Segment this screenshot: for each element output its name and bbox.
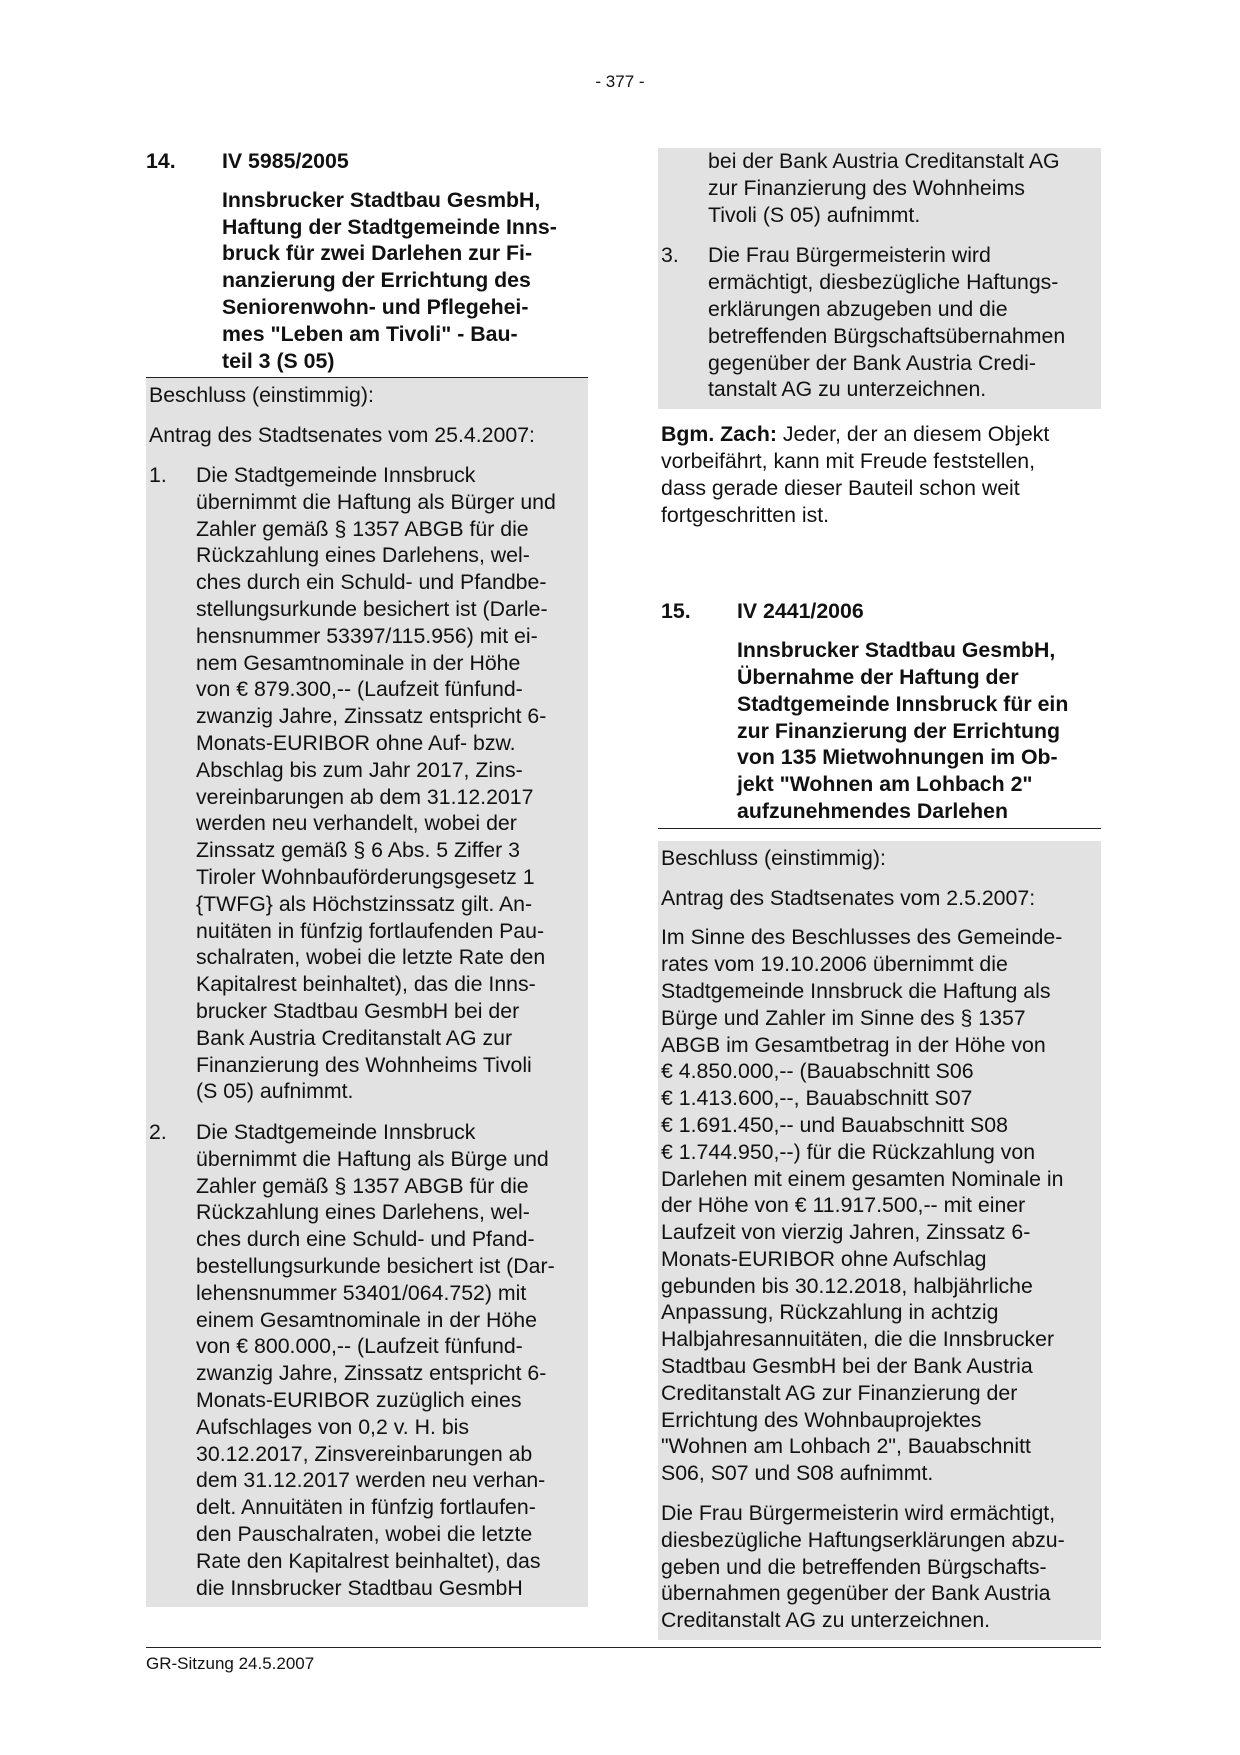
text-line: übernimmt die Haftung als Bürger und [196, 489, 556, 514]
item-14-title-line: nanzierung der Errichtung des [222, 268, 531, 293]
text-line: geben und die betreffenden Bürgschafts- [661, 1554, 1047, 1579]
point-text [196, 1119, 584, 1601]
point-text [708, 242, 1097, 403]
point-text [708, 148, 1097, 228]
text-line: gegenüber der Bank Austria Credi- [708, 350, 1036, 375]
text-line: Rate den Kapitalrest beinhaltet), das [196, 1548, 541, 1573]
item-15-title [737, 637, 1101, 828]
text-line: Im Sinne des Beschlusses des Gemeinde- [661, 925, 1063, 950]
point-number: 3. [661, 243, 679, 268]
text-line: von € 800.000,-- (Laufzeit fünfund- [196, 1334, 523, 1359]
text-line: nuitäten in fünfzig fortlaufenden Pau- [196, 918, 545, 943]
text-line: Creditanstalt AG zur Finanzierung der [661, 1380, 1018, 1405]
text-line: Die Frau Bürgermeisterin wird [708, 243, 991, 268]
text-line: "Wohnen am Lohbach 2", Bauabschnitt [661, 1434, 1031, 1459]
text-line: dass gerade dieser Bauteil schon weit [661, 475, 1020, 500]
item-14-point-1 [149, 462, 584, 1105]
item-15-decision: Beschluss (einstimmig): [661, 845, 886, 870]
text-line: zwanzig Jahre, Zinssatz entspricht 6- [196, 1361, 547, 1386]
text-line: ches durch ein Schuld- und Pfandbe- [196, 570, 547, 595]
item-14-decision: Beschluss (einstimmig): [149, 383, 374, 408]
item-15-header [658, 598, 1101, 625]
footer-rule [146, 1647, 1101, 1648]
text-line: Creditanstalt AG zu unterzeichnen. [661, 1608, 991, 1633]
text-line: vereinbarungen ab dem 31.12.2017 [196, 784, 534, 809]
text-line: Stadtbau GesmbH bei der Bank Austria [661, 1354, 1033, 1379]
text-line: Bank Austria Creditanstalt AG zur [196, 1025, 513, 1050]
text-line: {TWFG} als Höchstzinssatz gilt. An- [196, 891, 533, 916]
text-line: Tiroler Wohnbauförderungsgesetz 1 [196, 864, 535, 889]
text-line: zur Finanzierung des Wohnheims [708, 175, 1025, 200]
item-14-motion: Antrag des Stadtsenates vom 25.4.2007: [149, 423, 535, 448]
text-line: diesbezügliche Haftungserklärungen abzu- [661, 1527, 1065, 1552]
page-number: - 377 - [595, 72, 645, 91]
text-line: fortgeschritten ist. [661, 502, 830, 527]
text-line: übernimmt die Haftung als Bürge und [196, 1146, 549, 1171]
text-line: ABGB im Gesamtbetrag in der Höhe von [661, 1032, 1046, 1057]
text-line: den Pauschalraten, wobei die letzte [196, 1522, 533, 1547]
item-14-title-line: Haftung der Stadtgemeinde Inns- [222, 214, 557, 239]
text-line: brucker Stadtbau GesmbH bei der [196, 998, 520, 1023]
text-line: vorbeifährt, kann mit Freude feststellen, [661, 448, 1036, 473]
text-line: bei der Bank Austria Creditanstalt AG [708, 149, 1060, 173]
item-14-title-line: mes "Leben am Tivoli" - Bau- [222, 321, 518, 346]
text-line: Zinssatz gemäß § 6 Abs. 5 Ziffer 3 [196, 838, 520, 863]
item-15-reference: IV 2441/2006 [737, 599, 864, 624]
text-line: stellungsurkunde besichert ist (Darle- [196, 596, 548, 621]
text-line: hensnummer 53397/115.956) mit ei- [196, 623, 538, 648]
text-line: Monats-EURIBOR ohne Auf- bzw. [196, 730, 516, 755]
text-line: Kapitalrest beinhaltet), das die Inns- [196, 972, 536, 997]
text-line: erklärungen abzugeben und die [708, 296, 1008, 321]
text-line: Die Stadtgemeinde Innsbruck [196, 462, 476, 487]
item-14-reference: IV 5985/2005 [222, 149, 349, 173]
text-line: Tivoli (S 05) aufnimmt. [708, 202, 921, 227]
text-line: bestellungsurkunde besichert ist (Dar- [196, 1254, 555, 1279]
text-line: Rückzahlung eines Darlehens, wel- [196, 1200, 530, 1225]
text-line: ches durch eine Schuld- und Pfand- [196, 1227, 535, 1252]
item-14-title-line: teil 3 (S 05) [222, 348, 335, 373]
text-line: die Innsbrucker Stadtbau GesmbH [196, 1575, 523, 1600]
item-14-resolution-block [146, 378, 588, 1607]
text-line: rates vom 19.10.2006 übernimmt die [661, 952, 1008, 977]
point-text [196, 462, 584, 1105]
item-14-header [146, 148, 588, 175]
text-line: Stadtgemeinde Innsbruck die Haftung als [661, 978, 1051, 1003]
right-column [658, 148, 1101, 1640]
text-line: Monats-EURIBOR zuzüglich eines [196, 1388, 522, 1413]
text-line: 30.12.2017, Zinsvereinbarungen ab [196, 1441, 533, 1466]
item-15-title-line: von 135 Mietwohnungen im Ob- [737, 745, 1058, 770]
item-15-title-rule [658, 828, 1101, 829]
text-line: Die Frau Bürgermeisterin wird ermächtigt, [661, 1501, 1056, 1526]
point-number: 1. [149, 462, 167, 487]
item-15-title-line: zur Finanzierung der Errichtung [737, 718, 1061, 743]
text-line: € 1.744.950,--) für die Rückzahlung von [661, 1139, 1036, 1164]
item-14-point-2 [149, 1119, 584, 1601]
item-14-title-line: Seniorenwohn- und Pflegehei- [222, 294, 529, 319]
text-line: Bürge und Zahler im Sinne des § 1357 [661, 1005, 1026, 1030]
text-line: Zahler gemäß § 1357 ABGB für die [196, 516, 529, 541]
text-line: Darlehen mit einem gesamten Nominale in [661, 1166, 1064, 1191]
text-line: werden neu verhandelt, wobei der [196, 811, 517, 836]
item-14-point-2-continuation [661, 148, 1097, 228]
item-14-number: 14. [146, 149, 176, 173]
text-line: € 1.413.600,--, Bauabschnitt S07 [661, 1086, 973, 1111]
text-line: € 4.850.000,-- (Bauabschnitt S06 [661, 1059, 974, 1084]
text-line: Anpassung, Rückzahlung in achtzig [661, 1300, 999, 1325]
text-line: zwanzig Jahre, Zinssatz entspricht 6- [196, 704, 547, 729]
item-15-authorization [661, 1500, 1097, 1634]
item-14-title-line: Innsbrucker Stadtbau GesmbH, [222, 187, 541, 212]
text-line: Monats-EURIBOR ohne Aufschlag [661, 1246, 987, 1271]
item-15-title-line: jekt "Wohnen am Lohbach 2" [737, 772, 1033, 797]
text-line: Halbjahresannuitäten, die die Innsbrucker [661, 1327, 1055, 1352]
text-line: tanstalt AG zu unterzeichnen. [708, 377, 987, 402]
footer-text: GR-Sitzung 24.5.2007 [146, 1654, 315, 1673]
item-15-motion: Antrag des Stadtsenates vom 2.5.2007: [661, 885, 1036, 910]
text-line: Abschlag bis zum Jahr 2017, Zins- [196, 757, 523, 782]
speaker-name: Bgm. Zach: [661, 422, 777, 447]
text-line: dem 31.12.2017 werden neu verhan- [196, 1468, 546, 1493]
item-15-title-line: aufzunehmendes Darlehen [737, 798, 1009, 823]
left-column [146, 148, 588, 1607]
text-line: Laufzeit von vierzig Jahren, Zinssatz 6- [661, 1220, 1031, 1245]
text-line: lehensnummer 53401/064.752) mit [196, 1280, 527, 1305]
text-line: Zahler gemäß § 1357 ABGB für die [196, 1173, 529, 1198]
text-line: S06, S07 und S08 aufnimmt. [661, 1461, 934, 1486]
item-15-title-line: Innsbrucker Stadtbau GesmbH, [737, 638, 1056, 663]
text-line: delt. Annuitäten in fünfzig fortlaufen- [196, 1495, 536, 1520]
item-15-number: 15. [661, 599, 691, 624]
item-14-title [222, 187, 588, 378]
text-line: einem Gesamtnominale in der Höhe [196, 1307, 537, 1332]
text-line: von € 879.300,-- (Laufzeit fünfund- [196, 677, 523, 702]
item-15-title-line: Übernahme der Haftung der [737, 664, 1019, 689]
text-line: betreffenden Bürgschaftsübernahmen [708, 323, 1066, 348]
mayor-remark [658, 421, 1101, 528]
text-line: Errichtung des Wohnbauprojektes [661, 1407, 982, 1432]
text-line: der Höhe von € 11.917.500,-- mit einer [661, 1193, 1026, 1218]
text-line: schalraten, wobei die letzte Rate den [196, 945, 546, 970]
item-14-title-line: bruck für zwei Darlehen zur Fi- [222, 241, 533, 266]
item-14-point-3 [661, 242, 1097, 403]
text-line: € 1.691.450,-- und Bauabschnitt S08 [661, 1112, 1008, 1137]
text-line: nem Gesamtnominale in der Höhe [196, 650, 521, 675]
text-line: (S 05) aufnimmt. [196, 1079, 354, 1104]
text-line: Finanzierung des Wohnheims Tivoli [196, 1052, 532, 1077]
item-15-body [661, 924, 1097, 1487]
text-line: Die Stadtgemeinde Innsbruck [196, 1120, 476, 1145]
text-line: ermächtigt, diesbezügliche Haftungs- [708, 270, 1059, 295]
item-14-continuation-block [658, 148, 1101, 409]
text-line: Aufschlages von 0,2 v. H. bis [196, 1414, 470, 1439]
text-line: Jeder, der an diesem Objekt [776, 422, 1050, 447]
text-line: gebunden bis 30.12.2018, halbjährliche [661, 1273, 1033, 1298]
text-line: Rückzahlung eines Darlehens, wel- [196, 543, 530, 568]
text-line: übernahmen gegenüber der Bank Austria [661, 1581, 1051, 1606]
item-15-title-line: Stadtgemeinde Innsbruck für ein [737, 691, 1069, 716]
item-15-resolution-block [658, 841, 1101, 1640]
point-number: 2. [149, 1120, 167, 1145]
